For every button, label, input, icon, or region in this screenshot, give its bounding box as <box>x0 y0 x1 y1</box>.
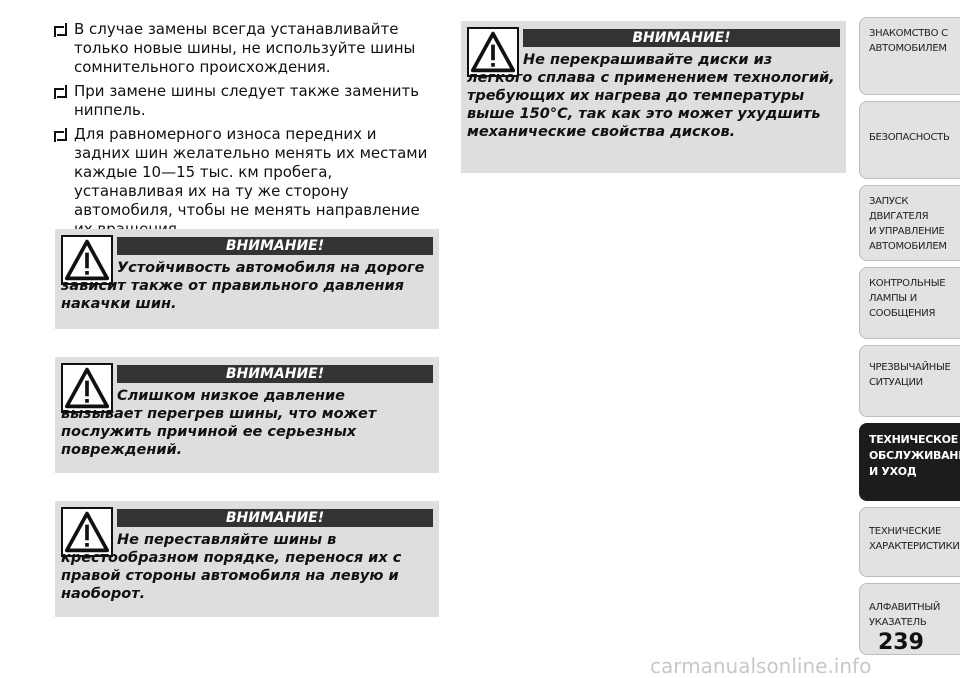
warning-box <box>461 21 846 173</box>
checkbox-bullet-icon <box>54 24 65 35</box>
warning-box <box>55 229 439 329</box>
tab-safety[interactable]: БЕЗОПАСНОСТЬ <box>859 101 960 179</box>
warning-text: Устойчивость автомобиля на дороге зависит также от правильного давления накачки шин. <box>61 260 425 312</box>
bullet-list <box>52 20 432 244</box>
tab-starting-driving[interactable]: ЗАПУСК ДВИГАТЕЛЯ И УПРАВЛЕНИЕ АВТОМОБИЛЕМ <box>859 185 960 261</box>
page-number: 239 <box>878 630 924 655</box>
bullet-item: Для равномерного износа передних и задних шин желательно менять их местами каждые 10—15 тыс. км пробега, устанавливая их на ту же сторону автомобиля, чтобы не менять направление <box>52 125 432 239</box>
warning-heading: ВНИМАНИЕ! <box>117 509 433 527</box>
warning-text: Слишком низкое давление вызывает перегрев шины, что может послужить причиной ее серьезных повреждений. <box>61 388 377 458</box>
tab-warning-lights[interactable]: КОНТРОЛЬНЫЕ ЛАМПЫ И СООБЩЕНИЯ <box>859 267 960 339</box>
watermark: carmanualsonline.info <box>650 654 872 678</box>
tab-emergencies[interactable]: ЧРЕЗВЫЧАЙНЫЕ СИТУАЦИИ <box>859 345 960 417</box>
bullet-item: При замене шины следует также заменить ниппель. <box>52 82 432 120</box>
chapter-tabs <box>859 17 974 661</box>
bullet-item: В случае замены всегда устанавливайте только новые шины, не используйте шины сомнительного происхождения. <box>52 20 432 77</box>
warning-box <box>55 357 439 473</box>
warning-heading: ВНИМАНИЕ! <box>117 237 433 255</box>
tab-index[interactable]: АЛФАВИТНЫЙ УКАЗАТЕЛЬ <box>859 583 960 655</box>
checkbox-bullet-icon <box>54 129 65 140</box>
tab-technical-specs[interactable]: ТЕХНИЧЕСКИЕ ХАРАКТЕРИСТИКИ <box>859 507 960 577</box>
warning-box <box>55 501 439 617</box>
warning-heading: ВНИМАНИЕ! <box>523 29 840 47</box>
tab-introduction[interactable]: ЗНАКОМСТВО С АВТОМОБИЛЕМ <box>859 17 960 95</box>
tab-maintenance[interactable]: ТЕХНИЧЕСКОЕ ОБСЛУЖИВАНИЕ И УХОД <box>859 423 960 501</box>
warning-text: Не переставляйте шины в крестообразном порядке, перенося их с правой стороны автомобиля на левую и наоборот. <box>61 532 402 602</box>
warning-text: Не перекрашивайте диски из легкого сплава с применением технологий, требующих их нагрева до температуры выше 150°C, так как это может ухудшить механические свойства дисков. <box>467 52 835 140</box>
warning-heading: ВНИМАНИЕ! <box>117 365 433 383</box>
checkbox-bullet-icon <box>54 86 65 97</box>
